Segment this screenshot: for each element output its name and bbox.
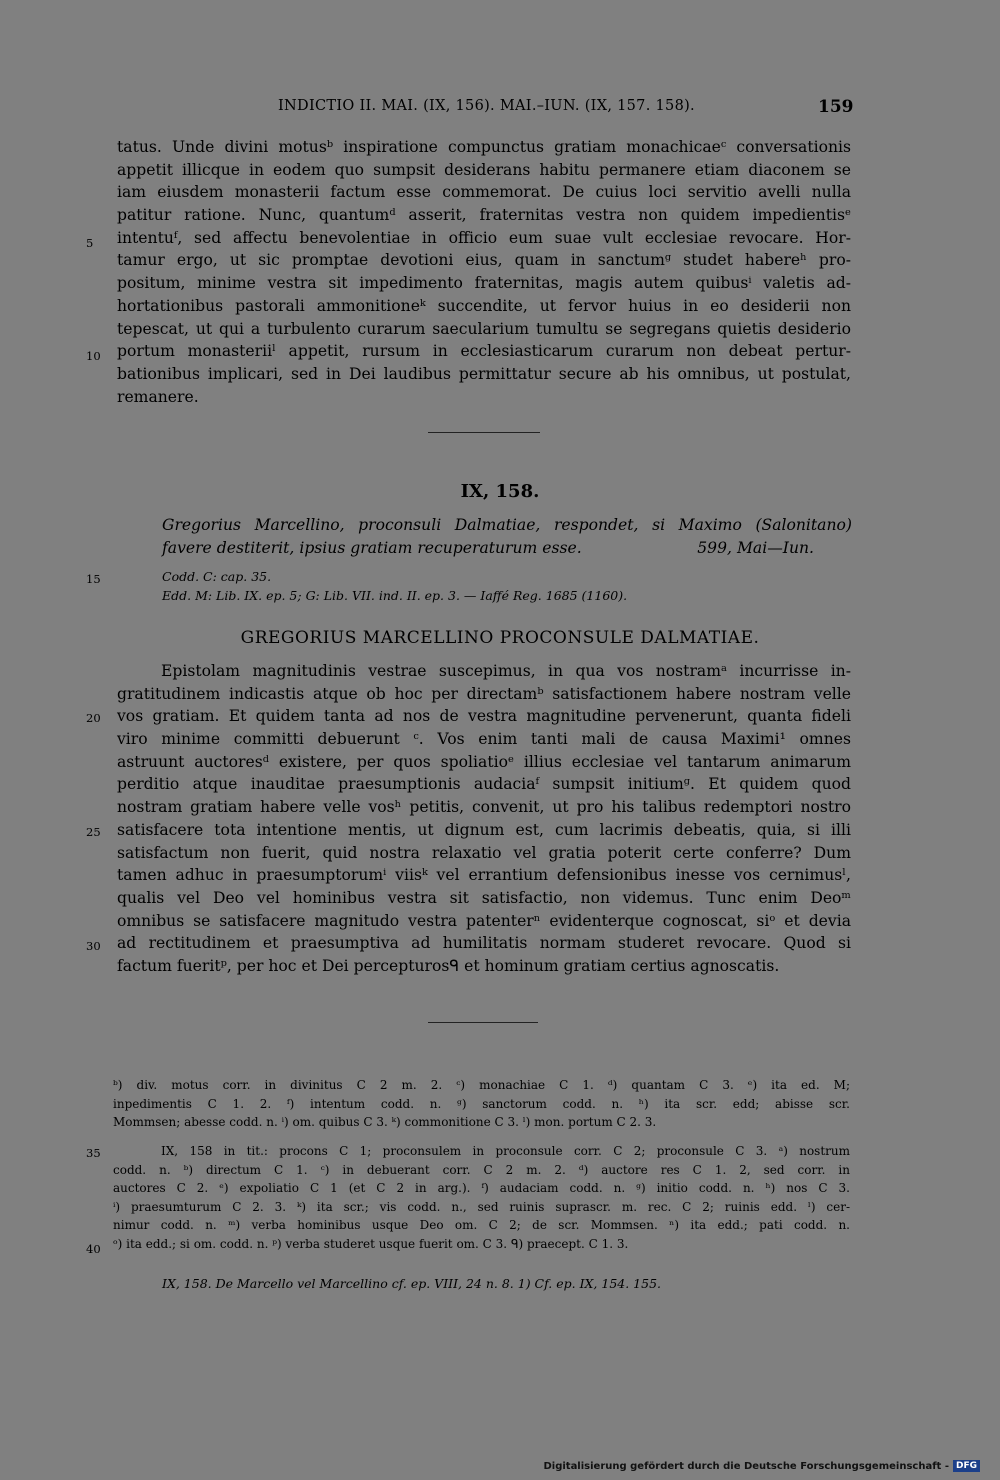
text-line: patitur ratione. Nunc, quantumᵈ asserit, fraternitas vestra non quidem impedientisᵉ bbox=[117, 206, 851, 225]
text-line: perditio atque inauditae praesumptionis audaciaᶠ sumpsit initiumᵍ. Et quidem quod bbox=[117, 775, 851, 794]
text-line: tepescat, ut qui a turbulento curarum saecularium tumultu se segregans quietis desiderio bbox=[117, 319, 851, 338]
footnotes-letter-157 bbox=[113, 1076, 850, 1132]
footnote-line: ᵒ) ita edd.; si om. codd. n. ᵖ) verba studeret usque fuerit om. C 3. ᑫ) praecept. C 1. 3. bbox=[113, 1236, 629, 1251]
line-number: 15 bbox=[86, 572, 101, 586]
letter-title: GREGORIUS MARCELLINO PROCONSULE DALMATIAE. bbox=[240, 628, 760, 648]
text-line: omnibus se satisfacere magnitudo vestra patenterⁿ evidenterque cognoscat, siᵒ et devia bbox=[117, 911, 851, 930]
text-line: gratitudinem indicastis atque ob hoc per directamᵇ satisfactionem habere nostram velle bbox=[117, 684, 851, 703]
line-number: 30 bbox=[86, 939, 101, 953]
text-line: factum fueritᵖ, per hoc et Dei percepturosᑫ et hominum gratiam certius agnoscatis. bbox=[117, 956, 780, 975]
text-line: iam eiusdem monasterii factum esse commemorat. De cuius loci servitio avelli nulla bbox=[117, 183, 851, 202]
text-line: tamur ergo, ut sic promptae devotioni eius, quam in sanctumᵍ studet habereʰ pro- bbox=[117, 251, 851, 270]
line-number: 25 bbox=[86, 825, 101, 839]
page-number: 159 bbox=[818, 97, 854, 117]
digitization-text: Digitalisierung gefördert durch die Deutsche Forschungsgemeinschaft - bbox=[543, 1460, 949, 1472]
line-number: 5 bbox=[86, 236, 94, 250]
footnote-line: codd. n. ᵇ) directum C 1. ᶜ) in debuerant corr. C 2 m. 2. ᵈ) auctore res C 1. 2, sed corr. in bbox=[113, 1162, 850, 1177]
letter-heading: IX, 158. bbox=[460, 481, 540, 502]
footnote-line: Mommsen; abesse codd. n. ⁱ) om. quibus C 3. ᵏ) commonitione C 3. ˡ) mon. portum C 2. 3. bbox=[113, 1115, 657, 1130]
dfg-logo-icon: DFG bbox=[953, 1460, 980, 1472]
line-number: 10 bbox=[86, 349, 101, 363]
codices-note: Codd. C: cap. 35. bbox=[162, 569, 272, 584]
footnote-line: ⁱ) praesumturum C 2. 3. ᵏ) ita scr.; vis codd. n., sed ruinis suprascr. m. rec. C 2; ruinis edd. ˡ) cer- bbox=[113, 1199, 850, 1214]
footnote-line: inpedimentis C 1. 2. ᶠ) intentum codd. n. ᵍ) sanctorum codd. n. ʰ) ita scr. edd; abisse scr. bbox=[113, 1096, 850, 1111]
letter-summary bbox=[162, 514, 852, 559]
editions-note: Edd. M: Lib. IX. ep. 5; G: Lib. VII. ind. II. ep. 3. — Iaffé Reg. 1685 (1160). bbox=[162, 588, 628, 603]
text-line: satisfacere tota intentione mentis, ut dignum est, cum lacrimis debeatis, quia, si illi bbox=[117, 820, 851, 839]
line-number: 35 bbox=[86, 1146, 101, 1160]
footnote-line: ᵇ) div. motus corr. in divinitus C 2 m. 2. ᶜ) monachiae C 1. ᵈ) quantam C 3. ᵉ) ita ed. M; bbox=[113, 1078, 850, 1092]
text-line: viro minime committi debuerunt ᶜ. Vos enim tanti mali de causa Maximi¹ omnes bbox=[117, 730, 851, 749]
text-line: astruunt auctoresᵈ existere, per quos spoliatioᵉ illius ecclesiae vel tantarum animarum bbox=[117, 752, 851, 771]
footnote-line: IX, 158 in tit.: procons C 1; proconsulem in proconsule corr. C 2; proconsule C 3. ᵃ) nostrum bbox=[161, 1144, 850, 1158]
text-line: appetit illicque in eodem quo sumpsit desiderans habitu permanere etiam diaconem se bbox=[117, 160, 851, 179]
letter-157-tail bbox=[117, 136, 851, 408]
section-divider bbox=[428, 1022, 538, 1023]
summary-line: favere destiterit, ipsius gratiam recuperaturum esse. bbox=[162, 538, 582, 557]
letter-158-body bbox=[117, 660, 851, 978]
running-title: INDICTIO II. MAI. (IX, 156). MAI.–IUN. (IX, 157. 158). bbox=[278, 98, 695, 114]
text-line: bationibus implicari, sed in Dei laudibus permittatur secure ab his omnibus, ut postulat, bbox=[117, 364, 851, 383]
text-line: hortationibus pastorali ammonitioneᵏ succendite, ut fervor huius in eo desiderii non bbox=[117, 296, 851, 315]
summary-date: 599, Mai—Iun. bbox=[697, 538, 814, 557]
source-note: IX, 158. De Marcello vel Marcellino cf. ep. VIII, 24 n. 8. 1) Cf. ep. IX, 154. 155. bbox=[162, 1276, 661, 1291]
digitization-credit bbox=[543, 1460, 980, 1472]
text-line: intentuᶠ, sed affectu benevolentiae in officio eum suae vult ecclesiae revocare. Hor- bbox=[117, 228, 851, 247]
text-line: nostram gratiam habere velle vosʰ petitis, convenit, ut pro his talibus redemptori nostro bbox=[117, 798, 851, 817]
line-number: 20 bbox=[86, 711, 101, 725]
text-line: vos gratiam. Et quidem tanta ad nos de vestra magnitudine pervenerunt, quanta fideli bbox=[117, 707, 851, 726]
text-line: portum monasteriiˡ appetit, rursum in ecclesiasticarum curarum non debeat pertur- bbox=[117, 342, 851, 361]
text-line: satisfactum non fuerit, quid nostra relaxatio vel gratia poterit certe conferre? Dum bbox=[117, 843, 851, 862]
text-line: remanere. bbox=[117, 387, 199, 406]
text-line: Epistolam magnitudinis vestrae suscepimus, in qua vos nostramᵃ incurrisse in- bbox=[161, 662, 851, 680]
text-line: positum, minime vestra sit impedimento fraternitas, magis autem quibusⁱ valetis ad- bbox=[117, 274, 851, 293]
section-divider bbox=[428, 432, 540, 433]
line-number: 40 bbox=[86, 1242, 101, 1256]
text-line: ad rectitudinem et praesumptiva ad humilitatis normam studeret revocare. Quod si bbox=[117, 934, 851, 953]
footnote-line: nimur codd. n. ᵐ) verba hominibus usque Deo om. C 2; de scr. Mommsen. ⁿ) ita edd.; pati codd. n. bbox=[113, 1218, 850, 1233]
text-line: tamen adhuc in praesumptorumⁱ viisᵏ vel errantium defensionibus inesse vos cernimusˡ, bbox=[117, 866, 851, 885]
footnote-line: auctores C 2. ᵉ) expoliatio C 1 (et C 2 in arg.). ᶠ) audaciam codd. n. ᵍ) initio codd. n. ʰ) nos C 3. bbox=[113, 1181, 850, 1196]
footnotes-letter-158 bbox=[113, 1142, 850, 1254]
text-line: tatus. Unde divini motusᵇ inspiratione compunctus gratiam monachicaeᶜ conversationis bbox=[117, 138, 851, 156]
summary-line: Gregorius Marcellino, proconsuli Dalmatiae, respondet, si Maximo (Salonitano) bbox=[162, 516, 852, 534]
text-line: qualis vel Deo vel hominibus vestra sit satisfactio, non videmus. Tunc enim Deoᵐ bbox=[117, 888, 851, 907]
